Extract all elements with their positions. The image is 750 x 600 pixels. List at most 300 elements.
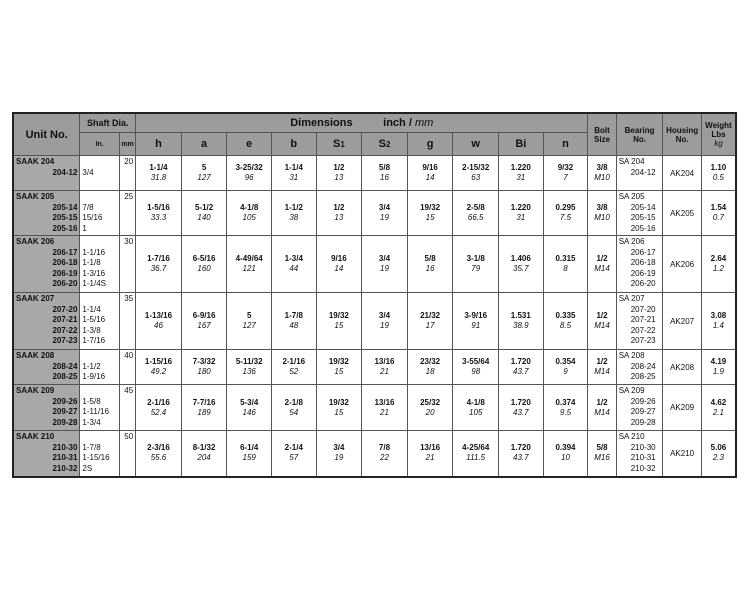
- dimension-e-inch: 5-3/4: [240, 397, 259, 407]
- bearing-no-cell: [616, 191, 663, 236]
- bearing-series-label: SA 209: [618, 386, 645, 395]
- dimension-s1-mm: 14: [334, 264, 344, 273]
- shaft-mm-cell: 50: [119, 431, 135, 477]
- dimension-s1-inch: 1/2: [333, 163, 345, 172]
- weight-kg: 1.9: [712, 367, 724, 376]
- dimension-a-cell: [181, 385, 227, 431]
- dimension-e-inch: 3-25/32: [235, 163, 263, 172]
- weight-lbs: 4.19: [710, 357, 727, 366]
- dimension-n-cell: [543, 156, 588, 191]
- weight-kg: 0.5: [712, 173, 724, 182]
- dimension-bi-cell: [499, 350, 544, 385]
- dimension-e-cell: [227, 293, 272, 350]
- dimension-h-inch: 2-3/16: [147, 443, 170, 453]
- bolt-size-inch: 5/8: [596, 443, 608, 453]
- bolt-size-inch: 3/8: [596, 203, 608, 212]
- shaft-inch-cell: [80, 350, 120, 385]
- unit-variant-label: 207-20: [52, 304, 78, 314]
- dimension-b-cell: [271, 236, 316, 293]
- dimension-w-inch: 4-1/8: [466, 397, 485, 407]
- bearing-variant-label: 209-28: [630, 417, 656, 427]
- dimension-b-mm: 38: [289, 213, 299, 222]
- dimension-n-mm: 9: [563, 367, 568, 376]
- dimension-a-inch: 6-5/16: [192, 254, 216, 263]
- header-weight-line1: Weight: [705, 121, 732, 130]
- bolt-size-inch: 1/2: [596, 397, 608, 407]
- dimension-g-cell: [407, 385, 453, 431]
- bolt-size-metric: M14: [594, 264, 610, 273]
- unit-variant-label: 205-14: [52, 202, 78, 212]
- bolt-size-inch: 1/2: [596, 357, 608, 366]
- shaft-mm-cell: 25: [119, 191, 135, 236]
- dimension-n-inch: 0.335: [555, 311, 576, 320]
- dimension-e-mm: 146: [242, 407, 256, 417]
- bearing-variant-label: 210-31: [630, 453, 656, 462]
- shaft-inch-value: [82, 237, 119, 248]
- dimension-bi-cell: [499, 191, 544, 236]
- dimension-a-inch: 7-7/16: [192, 397, 216, 407]
- dimension-w-mm: 63: [471, 173, 481, 182]
- header-dimensions-label: Dimensions: [290, 117, 353, 129]
- dimension-g-mm: 16: [425, 264, 435, 273]
- shaft-inch-cell: [80, 385, 120, 431]
- dimension-w-inch: 3-9/16: [464, 311, 488, 320]
- header-s2: [362, 133, 408, 156]
- dimension-a-mm: 127: [197, 173, 211, 182]
- dimension-s1-inch: 19/32: [328, 397, 349, 407]
- header-s1-letter: S: [332, 138, 341, 150]
- dimension-h-mm: 46: [154, 321, 163, 330]
- bearing-no-cell: [616, 156, 663, 191]
- bearing-variant-label: 209-26: [630, 396, 656, 406]
- header-w: w: [453, 133, 499, 156]
- dimension-bi-mm: 43.7: [513, 367, 529, 376]
- dimension-n-cell: [543, 385, 588, 431]
- dimension-n-inch: 0.374: [555, 397, 576, 407]
- table-row: [13, 350, 736, 385]
- dimension-a-cell: [181, 350, 227, 385]
- dimension-w-inch: 2-5/8: [466, 203, 485, 212]
- unit-variant-label: 209-27: [52, 407, 78, 416]
- dimension-b-inch: 1-3/4: [284, 254, 303, 263]
- dimension-bi-inch: 1.720: [510, 397, 531, 407]
- header-bolt-size-line1: Bolt: [594, 125, 610, 135]
- dimension-a-cell: [181, 156, 227, 191]
- shaft-inch-value: 1-1/2: [82, 361, 101, 371]
- dimension-s2-cell: [362, 156, 408, 191]
- table-row: [13, 385, 736, 431]
- dimension-bi-mm: 43.7: [513, 407, 529, 417]
- header-s2-index: 2: [385, 140, 391, 149]
- bearing-series-label: SA 204: [618, 157, 645, 166]
- shaft-inch-value: 1-1/8: [82, 258, 101, 267]
- dimension-h-inch: 1-5/16: [147, 203, 170, 212]
- dimension-s2-cell: [362, 191, 408, 236]
- header-shaft-dia: Shaft Dia.: [80, 113, 136, 133]
- dimension-s2-cell: [362, 236, 408, 293]
- dimension-h-cell: [136, 350, 182, 385]
- unit-variant-label: 206-19: [52, 268, 78, 278]
- table-body: [13, 156, 736, 477]
- dimension-a-mm: 160: [197, 264, 211, 273]
- bearing-no-cell: [616, 236, 663, 293]
- dimension-b-mm: 57: [289, 453, 299, 463]
- dimension-g-cell: [407, 350, 453, 385]
- bolt-size-cell: [588, 350, 616, 385]
- dimension-g-mm: 14: [425, 173, 435, 182]
- dimension-s2-cell: [362, 385, 408, 431]
- housing-no-cell: AK208: [663, 350, 702, 385]
- dimension-s2-mm: 22: [380, 453, 389, 463]
- header-e: e: [227, 133, 272, 156]
- header-unit-no: Unit No.: [13, 113, 80, 156]
- dimension-s1-inch: 1/2: [333, 203, 345, 212]
- dimension-b-inch: 1-1/4: [284, 163, 303, 172]
- header-bearing-no: [616, 113, 663, 156]
- header-a: a: [181, 133, 227, 156]
- dimension-s2-inch: 13/16: [374, 357, 395, 366]
- unit-series-label: SAAK 210: [16, 432, 55, 441]
- dimension-w-cell: [453, 431, 499, 477]
- bolt-size-inch: 3/8: [596, 163, 608, 172]
- dimension-w-cell: [453, 156, 499, 191]
- weight-lbs: 1.54: [710, 203, 727, 212]
- bolt-size-metric: M10: [594, 213, 610, 222]
- unit-variant-label: 206-20: [52, 279, 78, 288]
- dimension-g-cell: [407, 431, 453, 477]
- dimension-w-mm: 91: [471, 321, 481, 330]
- dimension-h-mm: 36.7: [150, 264, 167, 273]
- bearing-no-cell: [616, 293, 663, 350]
- dimension-a-mm: 189: [197, 407, 211, 417]
- header-units-mm: mm: [414, 117, 434, 129]
- header-s1-index: 1: [340, 140, 345, 149]
- dimension-s2-cell: [362, 431, 408, 477]
- unit-series-label: SAAK 209: [16, 386, 55, 395]
- unit-no-cell: [13, 350, 80, 385]
- dimension-s1-mm: 15: [334, 407, 344, 417]
- dimension-n-inch: 0.394: [555, 443, 576, 453]
- housing-no-cell: AK206: [663, 236, 702, 293]
- unit-variant-label: 207-23: [52, 336, 78, 345]
- shaft-inch-cell: [80, 191, 120, 236]
- shaft-inch-value: 1-11/16: [82, 407, 109, 416]
- bearing-variant-label: 208-25: [630, 372, 656, 381]
- dimension-g-inch: 25/32: [420, 397, 441, 407]
- dimension-h-inch: 1-7/16: [147, 254, 170, 263]
- dimension-n-inch: 0.315: [555, 254, 576, 263]
- shaft-inch-value: 3/4: [82, 167, 94, 177]
- bearing-series-label: SA 206: [618, 237, 645, 246]
- header-h: h: [136, 133, 182, 156]
- shaft-inch-value: 1-3/8: [82, 325, 101, 335]
- dimension-s1-cell: [316, 385, 362, 431]
- weight-kg: 2.3: [712, 453, 724, 463]
- shaft-inch-value: 1-5/8: [82, 396, 101, 406]
- unit-series-label: SAAK 204: [16, 157, 55, 166]
- dimension-s2-cell: [362, 350, 408, 385]
- dimension-e-mm: 136: [242, 367, 256, 376]
- table-row: [13, 156, 736, 191]
- dimension-w-cell: [453, 293, 499, 350]
- header-weight-line2: Lbs: [711, 130, 726, 139]
- dimension-h-mm: 49.2: [150, 367, 167, 376]
- dimension-w-cell: [453, 191, 499, 236]
- dimension-a-mm: 140: [197, 213, 211, 222]
- shaft-inch-value: 2S: [82, 463, 93, 473]
- dimension-s1-mm: 13: [334, 213, 344, 222]
- bearing-no-cell: [616, 350, 663, 385]
- dimension-w-mm: 66.5: [467, 213, 484, 222]
- header-units-inch: inch /: [383, 117, 412, 129]
- weight-cell: [701, 191, 736, 236]
- dimension-w-inch: 3-1/8: [466, 254, 485, 263]
- bolt-size-inch: 1/2: [596, 311, 608, 320]
- bolt-size-cell: [588, 385, 616, 431]
- dimension-bi-cell: [499, 293, 544, 350]
- shaft-mm-cell: 45: [119, 385, 135, 431]
- dimension-bi-inch: 1.220: [510, 163, 531, 172]
- dimension-g-cell: [407, 156, 453, 191]
- dimension-bi-mm: 35.7: [513, 264, 529, 273]
- unit-variant-label: 205-16: [52, 223, 78, 233]
- housing-no-cell: AK204: [663, 156, 702, 191]
- shaft-inch-value: 1-5/16: [82, 315, 106, 324]
- dimension-n-cell: [543, 350, 588, 385]
- dimension-w-cell: [453, 350, 499, 385]
- bolt-size-cell: [588, 191, 616, 236]
- dimension-g-cell: [407, 236, 453, 293]
- header-dimensions: [136, 113, 588, 133]
- bolt-size-metric: M14: [594, 367, 610, 376]
- table-row: [13, 236, 736, 293]
- bearing-variant-label: 206-20: [630, 279, 656, 288]
- dimension-s1-cell: [316, 236, 362, 293]
- dimension-b-inch: 2-1/16: [282, 357, 306, 366]
- unit-series-label: SAAK 207: [16, 294, 55, 303]
- dimension-h-cell: [136, 385, 182, 431]
- bearing-variant-label: 205-14: [630, 202, 656, 212]
- dimension-b-mm: 54: [289, 407, 299, 417]
- header-bolt-size: [588, 113, 616, 156]
- dimension-s1-cell: [316, 156, 362, 191]
- dimension-s1-inch: 19/32: [328, 311, 349, 320]
- dimension-g-inch: 23/32: [420, 357, 441, 366]
- dimension-g-cell: [407, 191, 453, 236]
- shaft-mm-cell: 20: [119, 156, 135, 191]
- unit-variant-label: 208-25: [52, 372, 78, 381]
- dimension-w-inch: 4-25/64: [462, 443, 490, 453]
- dimension-n-inch: 0.295: [555, 203, 576, 212]
- unit-variant-label: 210-30: [52, 442, 78, 452]
- dimension-h-inch: 1-13/16: [144, 311, 173, 320]
- dimension-w-mm: 111.5: [466, 453, 486, 463]
- bolt-size-metric: M14: [594, 321, 610, 330]
- dimension-h-cell: [136, 156, 182, 191]
- weight-lbs: 4.62: [710, 397, 727, 407]
- dimension-bi-inch: 1.220: [510, 203, 531, 212]
- dimension-n-cell: [543, 236, 588, 293]
- dimension-s2-mm: 19: [380, 213, 389, 222]
- unit-variant-label: 209-26: [52, 396, 78, 406]
- dimension-bi-cell: [499, 156, 544, 191]
- dimension-s2-inch: 5/8: [378, 163, 391, 172]
- dimension-bi-inch: 1.406: [510, 254, 531, 263]
- dimension-a-mm: 167: [197, 321, 211, 330]
- shaft-inch-value: 1-1/4: [82, 304, 101, 314]
- table-row: [13, 191, 736, 236]
- dimension-g-inch: 9/16: [422, 163, 438, 172]
- dimension-b-cell: [271, 431, 316, 477]
- dimension-g-mm: 15: [425, 213, 435, 222]
- dimension-g-mm: 21: [425, 453, 435, 463]
- shaft-inch-value: 1-3/16: [82, 268, 106, 278]
- dimension-b-cell: [271, 385, 316, 431]
- bearing-variant-label: 209-27: [630, 407, 656, 416]
- bolt-size-cell: [588, 293, 616, 350]
- dimension-s1-cell: [316, 293, 362, 350]
- weight-lbs: 3.08: [710, 311, 727, 320]
- bolt-size-metric: M14: [594, 407, 610, 417]
- dimension-w-mm: 105: [469, 407, 483, 417]
- shaft-inch-value: 1-9/16: [82, 372, 106, 381]
- dimension-h-mm: 55.6: [150, 453, 167, 463]
- header-weight: [701, 113, 736, 156]
- weight-lbs: 2.64: [710, 254, 727, 263]
- header-weight-line3: kg: [714, 139, 723, 148]
- dimension-b-cell: [271, 191, 316, 236]
- shaft-inch-cell: [80, 293, 120, 350]
- shaft-inch-value: 1-7/8: [82, 442, 101, 452]
- dimension-n-mm: 7.5: [559, 213, 572, 222]
- bearing-series-label: SA 208: [618, 351, 645, 360]
- shaft-inch-value: [82, 351, 119, 362]
- bolt-size-metric: M10: [594, 173, 610, 182]
- shaft-inch-cell: [80, 431, 120, 477]
- dimension-s2-inch: 3/4: [378, 254, 391, 263]
- unit-no-cell: [13, 431, 80, 477]
- dimension-n-cell: [543, 431, 588, 477]
- dimension-w-cell: [453, 385, 499, 431]
- table-row: [13, 431, 736, 477]
- dimension-bi-cell: [499, 385, 544, 431]
- dimension-n-inch: 0.354: [555, 357, 576, 366]
- dimension-w-inch: 3-55/64: [462, 357, 490, 366]
- dimension-bi-mm: 43.7: [513, 453, 529, 463]
- dimension-h-mm: 52.4: [150, 407, 167, 417]
- dimension-n-cell: [543, 191, 588, 236]
- shaft-inch-value: [82, 432, 119, 443]
- dimension-h-inch: 2-1/16: [147, 397, 170, 407]
- dimension-g-cell: [407, 293, 453, 350]
- dimension-s2-mm: 19: [380, 321, 389, 330]
- header-s1: [316, 133, 362, 156]
- header-s2-letter: S: [378, 138, 386, 150]
- dimension-b-cell: [271, 350, 316, 385]
- dimension-e-cell: [227, 385, 272, 431]
- unit-variant-label: 205-15: [52, 213, 78, 222]
- bolt-size-cell: [588, 156, 616, 191]
- dimension-n-inch: 9/32: [557, 163, 574, 172]
- header-housing-no: [663, 113, 702, 156]
- header-b: b: [271, 133, 316, 156]
- dimension-b-mm: 44: [289, 264, 299, 273]
- unit-variant-label: 206-18: [52, 258, 78, 267]
- unit-series-label: SAAK 208: [16, 351, 55, 360]
- dimension-n-mm: 7: [563, 173, 568, 182]
- dimension-e-inch: 6-1/4: [240, 443, 259, 453]
- bearing-variant-label: 204-12: [630, 167, 656, 177]
- dimension-a-mm: 204: [197, 453, 211, 463]
- bearing-variant-label: 208-24: [630, 361, 656, 371]
- dimension-e-cell: [227, 236, 272, 293]
- header-housing-line2: No.: [675, 134, 689, 144]
- dimension-s2-inch: 3/4: [378, 203, 391, 212]
- header-shaft-mm: mm: [119, 133, 135, 156]
- shaft-inch-value: 7/8: [82, 202, 94, 212]
- dimension-b-mm: 52: [289, 367, 299, 376]
- dimension-a-inch: 5-1/2: [194, 203, 214, 212]
- weight-cell: [701, 293, 736, 350]
- shaft-inch-value: 1-3/4: [82, 417, 101, 427]
- dimension-s1-mm: 19: [334, 453, 344, 463]
- weight-kg: 1.4: [712, 321, 724, 330]
- dimension-w-inch: 2-15/32: [462, 163, 490, 172]
- dimension-g-inch: 13/16: [420, 443, 441, 453]
- shaft-inch-cell: [80, 156, 120, 191]
- dimension-s1-cell: [316, 350, 362, 385]
- shaft-inch-value: 1: [82, 223, 87, 233]
- dimension-b-mm: 48: [289, 321, 299, 330]
- header-shaft-in: In.: [80, 133, 120, 156]
- dimensions-spec-table: [12, 112, 737, 478]
- unit-variant-label: 207-22: [52, 325, 78, 335]
- dimension-w-mm: 98: [471, 367, 481, 376]
- unit-no-cell: [13, 293, 80, 350]
- bearing-variant-label: 206-17: [630, 247, 656, 257]
- unit-no-cell: [13, 236, 80, 293]
- weight-cell: [701, 156, 736, 191]
- shaft-inch-value: 1-15/16: [82, 453, 110, 462]
- shaft-mm-cell: 40: [119, 350, 135, 385]
- dimension-n-cell: [543, 293, 588, 350]
- unit-variant-label: 210-31: [52, 453, 78, 462]
- bearing-variant-label: 207-21: [630, 315, 656, 324]
- bearing-series-label: SA 210: [618, 432, 645, 441]
- dimension-b-inch: 1-1/2: [284, 203, 303, 212]
- shaft-inch-value: 1-1/4S: [82, 279, 106, 288]
- dimension-e-inch: 4-1/8: [240, 203, 259, 212]
- dimension-s1-inch: 3/4: [333, 443, 345, 453]
- dimension-s2-inch: 7/8: [378, 443, 391, 453]
- dimension-g-mm: 18: [425, 367, 435, 376]
- dimension-e-mm: 96: [244, 173, 254, 182]
- bolt-size-inch: 1/2: [596, 254, 608, 263]
- dimension-s2-mm: 21: [380, 367, 389, 376]
- unit-no-cell: [13, 191, 80, 236]
- dimension-e-cell: [227, 191, 272, 236]
- dimension-s1-inch: 9/16: [331, 254, 347, 263]
- dimension-n-mm: 8.5: [559, 321, 572, 330]
- dimension-g-inch: 19/32: [420, 203, 441, 212]
- header-bi: Bi: [499, 133, 544, 156]
- housing-no-cell: AK207: [663, 293, 702, 350]
- bearing-variant-label: 205-15: [630, 213, 656, 222]
- dimension-s2-mm: 16: [380, 173, 389, 182]
- shaft-inch-value: [82, 386, 119, 397]
- unit-series-label: SAAK 206: [16, 237, 55, 246]
- weight-kg: 2.1: [712, 407, 724, 417]
